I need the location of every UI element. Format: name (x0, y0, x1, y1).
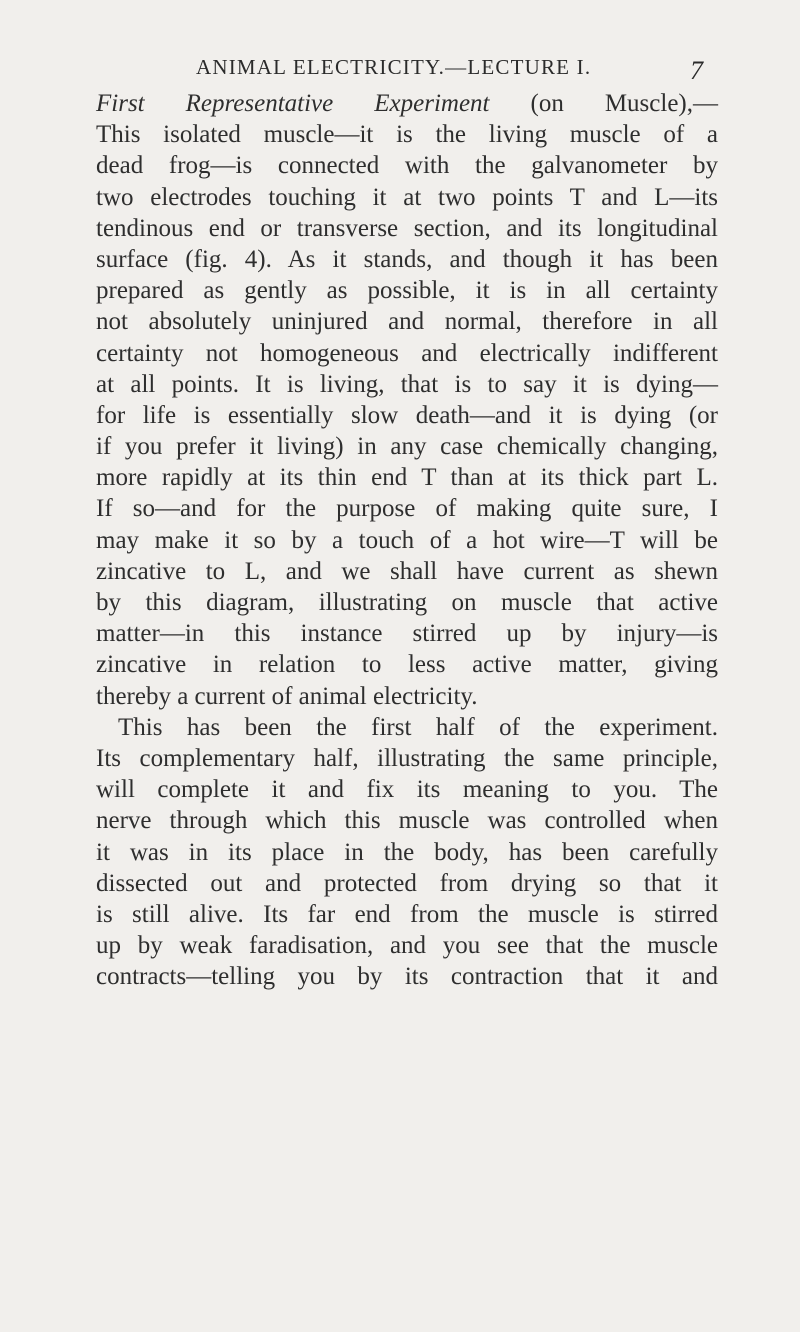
text-line: thereby a current of animal electricity. (96, 682, 478, 710)
text-line: certainty not homogeneous and electrically indifferent (96, 339, 718, 367)
text-line: If so—and for the purpose of making quite sure, I (96, 495, 718, 523)
text-line (96, 88, 718, 119)
text-line: two electrodes touching it at two points T and L—its (96, 183, 718, 211)
page-number: 7 (690, 56, 703, 85)
text-line: for life is essentially slow death—and it is dying (or (96, 401, 718, 429)
text-line: may make it so by a touch of a hot wire—T will be (96, 526, 718, 554)
text-line: not absolutely uninjured and normal, therefore in all (96, 308, 718, 336)
text-line: This isolated muscle—it is the living muscle of a (96, 121, 718, 149)
text-line: surface (fig. 4). As it stands, and though it has been (96, 245, 718, 273)
text-line: it was in its place in the body, has been carefully (96, 838, 718, 866)
text-line: dead frog—is connected with the galvanometer by (96, 152, 718, 180)
text-line: tendinous end or transverse section, and its longitudinal (96, 214, 718, 242)
text-line: This has been the first half of the experiment. (118, 713, 718, 741)
text-line: zincative in relation to less active matter, giving (96, 651, 718, 679)
text-line: will complete it and fix its meaning to you. The (96, 776, 718, 804)
text-line: by this diagram, illustrating on muscle that active (96, 589, 718, 616)
text-line-part: (on Muscle),— (489, 90, 718, 117)
text-line: dissected out and protected from drying so that it (96, 869, 718, 897)
text-line: is still alive. Its far end from the muscle is stirred (96, 900, 718, 928)
text-line: prepared as gently as possible, it is in all certainty (96, 277, 718, 305)
experiment-heading: First Representative Experiment (96, 90, 490, 117)
text-line: at all points. It is living, that is to say it is dying— (96, 370, 718, 398)
text-line: zincative to L, and we shall have current as shewn (96, 557, 718, 585)
running-head (0, 55, 800, 85)
text-line: matter—in this instance stirred up by injury—is (96, 620, 718, 648)
text-line: contracts—telling you by its contraction that it and (96, 963, 718, 991)
text-line: up by weak faradisation, and you see that the muscle (96, 932, 718, 960)
text-line: if you prefer it living) in any case chemically changing, (96, 433, 718, 461)
text-line: nerve through which this muscle was controlled when (96, 807, 718, 835)
running-head-title: ANIMAL ELECTRICITY.—LECTURE I. (196, 55, 592, 79)
text-line: Its complementary half, illustrating the same principle, (96, 744, 718, 772)
body-text (96, 88, 718, 992)
text-line: more rapidly at its thin end T than at its thick part L. (96, 464, 718, 492)
